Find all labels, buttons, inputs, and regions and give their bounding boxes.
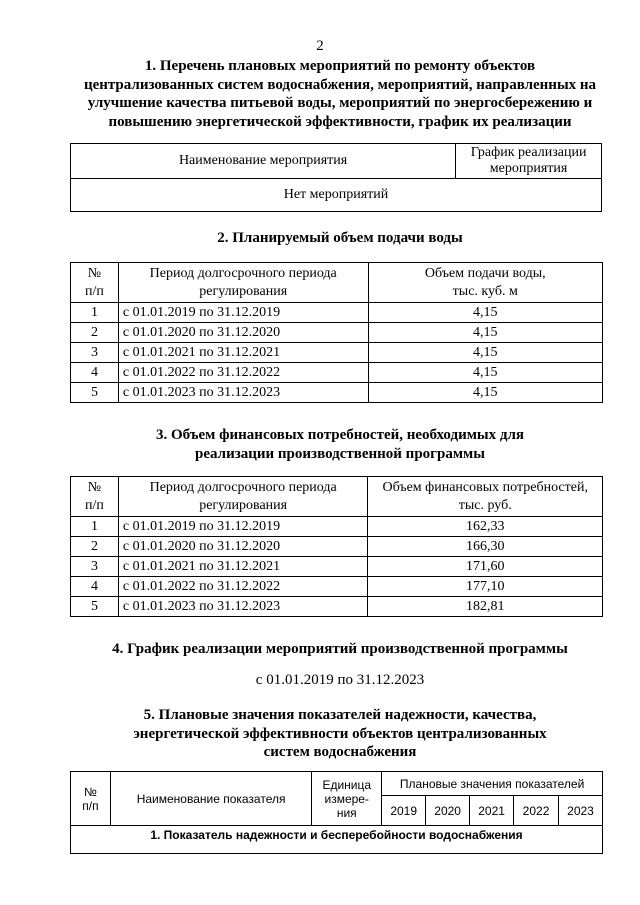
row-period: с 01.01.2023 по 31.12.2023 bbox=[118, 383, 368, 403]
section-1-title-line: централизованных систем водоснабжения, мероприятий, направленных на bbox=[83, 76, 597, 93]
column-header-year: 2021 bbox=[470, 796, 514, 826]
row-period: с 01.01.2021 по 31.12.2021 bbox=[118, 343, 368, 363]
row-number: 3 bbox=[71, 557, 119, 577]
column-header-year: 2019 bbox=[382, 796, 426, 826]
row-number: 5 bbox=[71, 597, 119, 617]
row-number: 1 bbox=[71, 303, 119, 323]
row-value: 4,15 bbox=[368, 383, 603, 403]
section-5-table bbox=[70, 771, 603, 854]
row-value: 166,30 bbox=[368, 537, 603, 557]
row-period: с 01.01.2019 по 31.12.2019 bbox=[118, 303, 368, 323]
section-4-title: 4. График реализации мероприятий производственной программы bbox=[112, 641, 568, 657]
row-value: 162,33 bbox=[368, 517, 603, 537]
row-number: 4 bbox=[71, 577, 119, 597]
column-header-line: тыс. куб. м bbox=[452, 283, 518, 299]
column-header-volume bbox=[368, 263, 603, 303]
row-number: 2 bbox=[71, 323, 119, 343]
table-header-row bbox=[71, 263, 603, 303]
table-row bbox=[71, 303, 603, 323]
table-header-row bbox=[71, 477, 603, 517]
column-header-line: Период долгосрочного периода bbox=[149, 479, 337, 495]
row-number: 5 bbox=[71, 383, 119, 403]
row-number: 1 bbox=[71, 517, 119, 537]
section-2-table bbox=[70, 262, 603, 403]
column-header-financial bbox=[368, 477, 603, 517]
column-header-line: График реализации bbox=[470, 145, 587, 160]
section-5-title-line: 5. Плановые значения показателей надежности, качества, bbox=[143, 707, 537, 723]
column-header-period bbox=[118, 477, 368, 517]
column-header-line: Объем финансовых потребностей, bbox=[382, 479, 588, 495]
section-2-title: 2. Планируемый объем подачи воды bbox=[217, 230, 463, 246]
section-3-table bbox=[70, 476, 603, 617]
section-5-title-line: энергетической эффективности объектов централизованных bbox=[133, 725, 547, 742]
group-heading-reliability: 1. Показатель надежности и бесперебойности водоснабжения bbox=[71, 826, 603, 854]
column-header-indicator: Наименование показателя bbox=[110, 772, 311, 826]
column-header-activity: Наименование мероприятия bbox=[71, 144, 456, 179]
table-row bbox=[71, 557, 603, 577]
column-header-schedule bbox=[456, 144, 602, 179]
column-header-line: № bbox=[87, 265, 102, 281]
column-header-year: 2023 bbox=[559, 796, 603, 826]
row-value: 4,15 bbox=[368, 323, 603, 343]
column-header-planned-values: Плановые значения показателей bbox=[382, 772, 603, 796]
column-header-number bbox=[71, 477, 119, 517]
table-row bbox=[71, 179, 602, 212]
column-header-line: регулирования bbox=[199, 497, 288, 513]
column-header-year: 2022 bbox=[514, 796, 559, 826]
section-3-title-line: 3. Объем финансовых потребностей, необходимых для bbox=[155, 427, 525, 443]
column-header-line: Объем подачи воды, bbox=[424, 265, 546, 281]
table-row bbox=[71, 323, 603, 343]
column-header-year: 2020 bbox=[426, 796, 470, 826]
section-1-title bbox=[40, 57, 640, 131]
table-row bbox=[71, 343, 603, 363]
section-3-title bbox=[40, 426, 640, 463]
row-value: 4,15 bbox=[368, 303, 603, 323]
column-header-unit bbox=[312, 772, 382, 826]
column-header-line: измере- bbox=[324, 791, 369, 806]
section-1-title-line: 1. Перечень плановых мероприятий по ремонту объектов bbox=[144, 58, 536, 74]
row-number: 4 bbox=[71, 363, 119, 383]
row-period: с 01.01.2020 по 31.12.2020 bbox=[118, 323, 368, 343]
row-period: с 01.01.2021 по 31.12.2021 bbox=[118, 557, 368, 577]
table-row bbox=[71, 517, 603, 537]
row-period: с 01.01.2023 по 31.12.2023 bbox=[118, 597, 368, 617]
column-header-number bbox=[71, 263, 119, 303]
column-header-period bbox=[118, 263, 368, 303]
section-5-title bbox=[40, 706, 640, 762]
table-row bbox=[71, 577, 603, 597]
section-3-title-line: реализации производственной программы bbox=[195, 445, 485, 462]
page-number: 2 bbox=[316, 38, 324, 54]
row-value: 171,60 bbox=[368, 557, 603, 577]
table-header-row bbox=[71, 144, 602, 179]
no-activities-cell: Нет мероприятий bbox=[71, 179, 602, 212]
column-header-line: п/п bbox=[82, 798, 99, 813]
table-row bbox=[71, 826, 603, 854]
row-value: 177,10 bbox=[368, 577, 603, 597]
column-header-line: № bbox=[84, 784, 97, 799]
table-row bbox=[71, 383, 603, 403]
section-1-title-line: улучшение качества питьевой воды, мероприятий по энергосбережению и bbox=[87, 95, 593, 111]
row-value: 4,15 bbox=[368, 363, 603, 383]
column-header-line: № bbox=[87, 479, 102, 495]
table-row bbox=[71, 363, 603, 383]
table-row bbox=[71, 597, 603, 617]
row-period: с 01.01.2020 по 31.12.2020 bbox=[118, 537, 368, 557]
column-header-line: Единица bbox=[322, 777, 372, 792]
column-header-line: Период долгосрочного периода bbox=[149, 265, 337, 281]
column-header-line: регулирования bbox=[199, 283, 288, 299]
table-row bbox=[71, 537, 603, 557]
row-number: 3 bbox=[71, 343, 119, 363]
section-1-title-line: повышению энергетической эффективности, график их реализации bbox=[108, 113, 572, 130]
column-header-line: тыс. руб. bbox=[458, 497, 512, 513]
column-header-line: мероприятия bbox=[489, 161, 568, 176]
row-period: с 01.01.2022 по 31.12.2022 bbox=[118, 363, 368, 383]
row-value: 4,15 bbox=[368, 343, 603, 363]
section-5-title-line: систем водоснабжения bbox=[263, 744, 417, 760]
section-4-period: с 01.01.2019 по 31.12.2023 bbox=[255, 672, 425, 688]
column-header-number bbox=[71, 772, 111, 826]
column-header-line: п/п bbox=[85, 497, 104, 513]
row-period: с 01.01.2022 по 31.12.2022 bbox=[118, 577, 368, 597]
column-header-line: п/п bbox=[85, 283, 104, 299]
row-period: с 01.01.2019 по 31.12.2019 bbox=[118, 517, 368, 537]
row-value: 182,81 bbox=[368, 597, 603, 617]
row-number: 2 bbox=[71, 537, 119, 557]
section-1-table bbox=[70, 143, 602, 212]
table-header-row bbox=[71, 772, 603, 796]
column-header-line: ния bbox=[336, 805, 357, 820]
